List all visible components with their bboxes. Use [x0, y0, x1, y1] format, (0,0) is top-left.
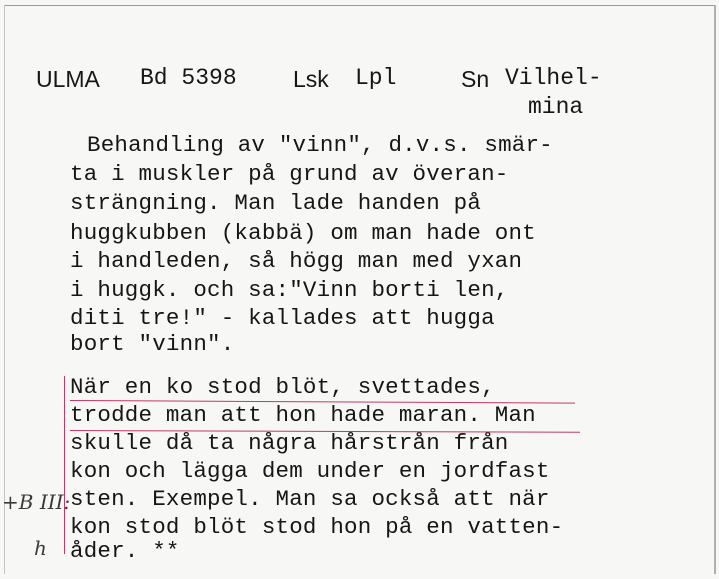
- archive-code: ULMA: [36, 66, 100, 92]
- text-line: Behandling av "vinn", d.v.s. smär-: [87, 132, 553, 158]
- red-margin-bracket: [64, 376, 65, 554]
- card-left-edge: [4, 5, 5, 574]
- socken-value-continued: mina: [528, 94, 584, 120]
- card-right-edge: [714, 5, 716, 574]
- text-line: diti tre!" - kallades att hugga: [70, 305, 495, 331]
- text-line: ta i muskler på grund av överan-: [70, 161, 509, 187]
- text-line: trodde man att hon hade maran. Man: [70, 402, 536, 428]
- text-line: skulle då ta några hårstrån från: [70, 430, 509, 456]
- volume-number: Bd 5398: [140, 65, 237, 91]
- text-line: i handleden, så högg man med yxan: [70, 248, 523, 274]
- text-line: När en ko stod blöt, svettades,: [70, 374, 495, 400]
- landskap-value: Lpl: [355, 65, 397, 91]
- text-line: åder. **: [70, 538, 180, 564]
- text-line: strängning. Man lade handen på: [70, 190, 482, 216]
- margin-note-continued: h: [34, 536, 47, 560]
- text-line: bort "vinn".: [70, 331, 235, 357]
- text-line: sten. Exempel. Man sa också att när: [70, 486, 550, 512]
- socken-label: Sn: [461, 66, 490, 92]
- text-line: kon och lägga dem under en jordfast: [70, 458, 550, 484]
- card-top-edge: [4, 5, 714, 6]
- text-line: kon stod blöt stod hon på en vatten-: [70, 514, 564, 540]
- landskap-label: Lsk: [293, 66, 329, 92]
- text-line: i huggk. och sa:"Vinn borti len,: [70, 277, 509, 303]
- socken-value: Vilhel-: [505, 65, 602, 91]
- margin-note: +B III:: [2, 490, 71, 514]
- text-line: huggkubben (kabbä) om man hade ont: [70, 220, 536, 246]
